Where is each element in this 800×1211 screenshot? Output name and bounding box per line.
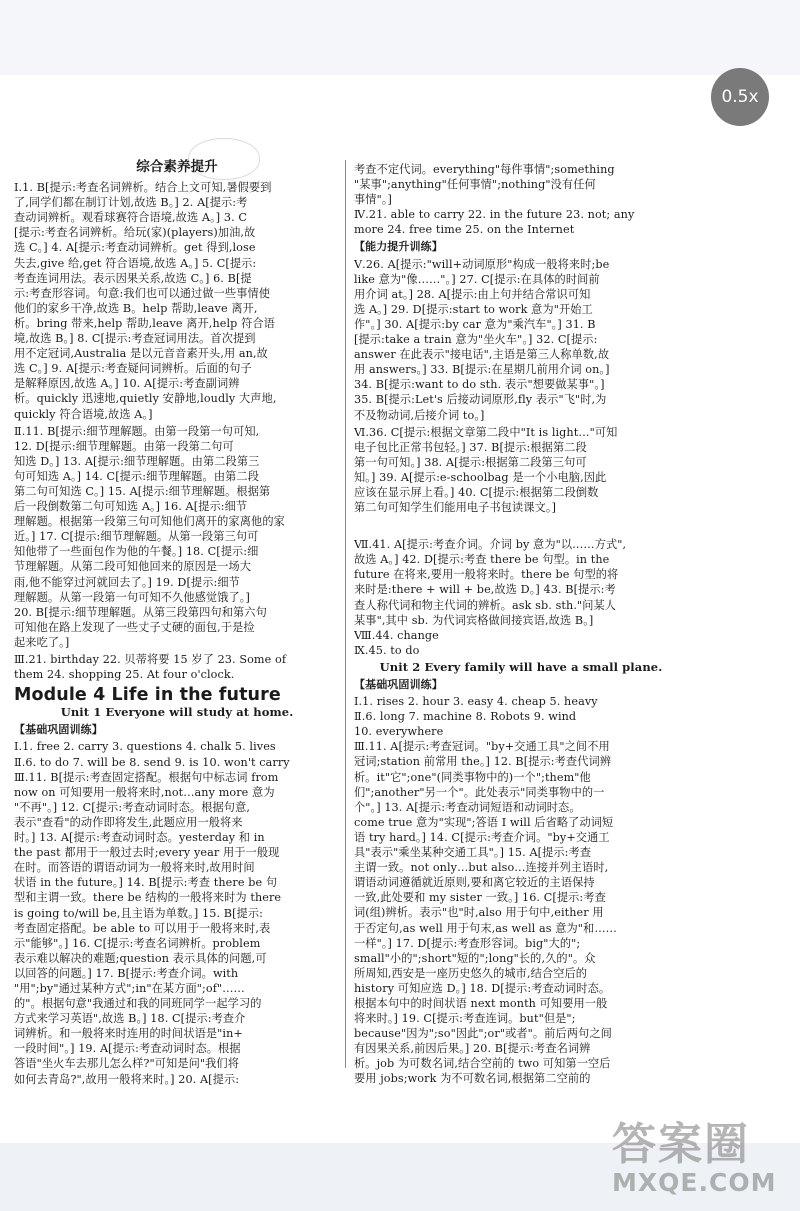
text-line: 如何去青岛?",故用一般将来时。] 20. A[提示: bbox=[14, 1072, 240, 1086]
text-line: 所周知,西安是一座历史悠久的城市,结合空后的 bbox=[354, 966, 588, 980]
text-line: 一段时间"。] 19. A[提示:考查动词时态。根据 bbox=[14, 1042, 241, 1056]
text-line: answer 在此表示"接电话",主语是第三人称单数,故 bbox=[354, 348, 610, 362]
text-line: 选 A。] 29. D[提示:start to work 意为"开始工 bbox=[354, 302, 593, 316]
text-line: 句可知选 A。] 14. C[提示:细节理解题。由第二段 bbox=[14, 469, 259, 483]
text-line: Ⅲ.11. B[提示:考查固定搭配。根据句中标志词 from bbox=[14, 770, 279, 784]
text-line: 故选 A。] 42. D[提示:考查 there be 句型。in the bbox=[354, 553, 610, 567]
text-line: 境,故选 B。] 8. C[提示:考查冠词用法。首次提到 bbox=[14, 332, 256, 346]
text-line: 示"能够"。] 16. C[提示:考查名词辨析。problem bbox=[14, 936, 261, 950]
text-line: 理解题。从第一段第一句可知不久他感觉饿了。] bbox=[14, 590, 250, 604]
text-line: Ⅰ.1. rises 2. hour 3. easy 4. cheap 5. heavy bbox=[354, 695, 598, 709]
text-line: 于否定句,as well 用于句末,as well as 意为"和…… bbox=[354, 921, 617, 935]
text-line: 失去,give 给,get 符合语境,故选 A。] 5. C[提示: bbox=[14, 256, 257, 270]
viewer-top-bar bbox=[0, 0, 800, 75]
text-line: 知他带了一些面包作为他的午餐。] 18. C[提示:细 bbox=[14, 545, 259, 559]
text-line: 查人称代词和物主代词的辨析。ask sb. sth."问某人 bbox=[354, 598, 617, 612]
text-line: history 可知应选 D。] 18. D[提示:考查动词时态。 bbox=[354, 981, 611, 995]
text-line: 用 answers。] 33. B[提示:在星期几前用介词 on。] bbox=[354, 363, 610, 377]
text-line: 10. everywhere bbox=[354, 725, 444, 739]
text-line: small"小的";short"短的";long"长的,久的"。众 bbox=[354, 951, 596, 965]
text-line: "不再"。] 12. C[提示:考查动词时态。根据句意, bbox=[14, 800, 251, 814]
text-line: 方式来学习英语",故选 B。] 18. C[提示:考查介 bbox=[14, 1012, 246, 1026]
text-line: 具"表示"乘坐某种交通工具"。] 15. A[提示:考查 bbox=[354, 846, 592, 860]
column-divider bbox=[345, 160, 346, 1068]
text-line: 来时是:there + will + be,故选 D。] 43. B[提示:考 bbox=[354, 583, 616, 597]
text-line: Ⅱ.6. to do 7. will be 8. send 9. is 10. won't carry bbox=[14, 755, 290, 769]
answer-block-4 bbox=[354, 537, 688, 658]
text-line: 考查不定代词。everything"每件事情";something bbox=[354, 163, 615, 176]
text-line: [提示:take a train 意为"坐火车"。] 32. C[提示: bbox=[354, 333, 598, 347]
text-line: 答语"坐火车去那儿怎么样?"可知是问"我们将 bbox=[14, 1057, 240, 1071]
text-line: 起来吃了。] bbox=[14, 635, 70, 649]
text-line: 根据本句中的时间状语 next month 可知要用一般 bbox=[354, 996, 608, 1010]
text-line: Ⅱ.6. long 7. machine 8. Robots 9. wind bbox=[354, 710, 577, 724]
text-line: 主谓一致。not only…but also…连接并列主语时, bbox=[354, 861, 609, 875]
text-line: 近。] 17. C[提示:细节理解题。从第一段第三句可 bbox=[14, 530, 259, 544]
text-line: 析。bring 带来,help 帮助,leave 离开,help 符合语 bbox=[14, 316, 275, 330]
text-line: them 24. shopping 25. At four o'clock. bbox=[14, 668, 235, 682]
text-line: 在时。而答语的谓语动词为一般将来时,故用时间 bbox=[14, 861, 255, 875]
section-subheading: 【基础巩固训练】 bbox=[354, 678, 443, 691]
text-line: 20. B[提示:细节理解题。从第三段第四句和第六句 bbox=[14, 605, 267, 619]
left-column bbox=[14, 160, 340, 1087]
section-subheading: 【基础巩固训练】 bbox=[14, 723, 103, 737]
text-line: "用";by"通过某种方式";in"在某方面";of"…… bbox=[14, 981, 245, 995]
answer-block-3 bbox=[14, 652, 340, 682]
text-line: 以回答的问题。] 17. B[提示:考查介词。with bbox=[14, 966, 239, 980]
text-line: 表示"查看"的动作即将发生,此题应用一般将来 bbox=[14, 815, 243, 829]
answer-block-1 bbox=[354, 162, 688, 237]
text-line: 后一段倒数第二句可知选 A。] 16. A[提示:细节 bbox=[14, 500, 248, 514]
text-line: because"因为";so"因此";or"或者"。前后两句之间 bbox=[354, 1027, 612, 1041]
text-line: Ⅶ.41. A[提示:考查介词。介词 by 意为"以……方式", bbox=[354, 538, 627, 552]
text-line: 时。] 13. A[提示:考查动词时态。yesterday 和 in bbox=[14, 831, 265, 845]
text-line: 了,同学们都在制订计划,故选 B。] 2. A[提示:考 bbox=[14, 196, 248, 210]
right-column bbox=[354, 162, 688, 1087]
text-line: now on 可知要用一般将来时,not…any more 意为 bbox=[14, 785, 275, 799]
text-line: Ⅰ.1. free 2. carry 3. questions 4. chalk 5. lives bbox=[14, 740, 276, 754]
unit-title: Unit 2 Every family will have a small plane. bbox=[379, 659, 663, 674]
text-line: 雨,他不能穿过河就回去了。] 19. D[提示:细节 bbox=[14, 575, 240, 589]
text-line: future 在将来,要用一般将来时。there be 句型的将 bbox=[354, 568, 619, 582]
text-line: is going to/will be,且主语为单数。] 15. B[提示: bbox=[14, 906, 263, 920]
text-line: 电子包比正常书包轻。] 37. B[提示:根据第二段 bbox=[354, 440, 587, 454]
text-line: Ⅵ.36. C[提示:根据文章第二段中"It is light…"可知 bbox=[354, 425, 618, 439]
text-line: 是解释原因,故选 A。] 10. A[提示:考查副词辨 bbox=[14, 377, 240, 391]
text-line: 一样"。] 17. D[提示:考查形容词。big"大的"; bbox=[354, 936, 581, 950]
text-line: 事情"。] bbox=[354, 193, 392, 207]
text-line: 35. B[提示:Let's 后接动词原形,fly 表示"飞"时,为 bbox=[354, 393, 607, 407]
text-line: 选 C。] 4. A[提示:考查动词辨析。get 得到,lose bbox=[14, 241, 256, 255]
answer-block-5 bbox=[354, 694, 688, 1086]
text-line: 要用 jobs;work 为不可数名词,根据第二空前的 bbox=[354, 1072, 591, 1086]
text-line: 理解题。根据第一段第三句可知他们离开的家离他的家 bbox=[14, 515, 285, 529]
text-line: 析。job 为可数名词,结合空前的 two 可知第一空后 bbox=[354, 1057, 611, 1071]
text-line: 词(组)辨析。表示"也"时,also 用于句中,either 用 bbox=[354, 906, 604, 920]
answer-block-2 bbox=[354, 257, 688, 423]
text-line: 的"。根据句意"我通过和我的同班同学一起学习的 bbox=[14, 997, 262, 1011]
section-subheading: 【能力提升训练】 bbox=[354, 240, 443, 254]
answer-block-4 bbox=[14, 739, 340, 1086]
text-line: 某事",其中 sb. 为代词宾格做间接宾语,故选 B。] bbox=[354, 613, 594, 627]
text-line: 表示难以解决的难题;question 表示具体的问题,可 bbox=[14, 951, 267, 965]
text-line: 谓语动词遵循就近原则,要和离它较近的主语保持 bbox=[354, 876, 595, 890]
text-line: 状语 in the future。] 14. B[提示:考查 there be 句 bbox=[14, 876, 278, 890]
text-line: 有因果关系,前因后果。] 20. B[提示:考查名词辨 bbox=[354, 1042, 591, 1056]
text-line: 语 try hard。] 14. C[提示:考查介词。"by+交通工 bbox=[354, 830, 610, 844]
text-line: 冠词;station 前常用 the。] 12. B[提示:考查代词辨 bbox=[354, 755, 612, 769]
watermark-domain: MXQE.COM bbox=[612, 1168, 777, 1197]
text-line: 他们的家乡干净,故选 B。help 帮助,leave 离开, bbox=[14, 301, 258, 315]
text-line: Ⅲ.21. birthday 22. 贝蒂将要 15 岁了 23. Some of bbox=[14, 653, 287, 666]
site-watermark bbox=[612, 1108, 776, 1197]
text-line: Ⅸ.45. to do bbox=[354, 643, 420, 657]
text-line: 34. B[提示:want to do sth. 表示"想要做某事"。] bbox=[354, 378, 605, 392]
answer-block-1 bbox=[14, 180, 340, 422]
text-line: 不及物动词,后接介词 to。] bbox=[354, 408, 485, 422]
text-line: quickly 符合语境,故选 A。] bbox=[14, 407, 153, 421]
text-line: 可知他在路上发现了一些丈子丈硬的面包,于是捡 bbox=[14, 620, 255, 634]
text-line: Ⅲ.11. A[提示:考查冠词。"by+交通工具"之间不用 bbox=[354, 740, 610, 754]
text-line: 第一句可知。] 38. A[提示:根据第二段第三句可 bbox=[354, 455, 587, 469]
text-line: 析。quickly 迅速地,quietly 安静地,loudly 大声地, bbox=[14, 392, 277, 406]
text-line: 个"。] 13. A[提示:考查动词短语和动词时态。 bbox=[354, 800, 581, 814]
text-line: 12. D[提示:细节理解题。由第一段第二句可 bbox=[14, 439, 234, 453]
text-line: Ⅰ.1. B[提示:考查名词辨析。结合上文可知,暑假要到 bbox=[14, 181, 272, 195]
text-line: the past 都用于一般过去时;every year 用于一般现 bbox=[14, 846, 280, 860]
text-line: 节理解题。从第二段可知他回来的原因是一场大 bbox=[14, 560, 252, 574]
text-line: more 24. free time 25. on the Internet bbox=[354, 223, 575, 237]
text-line: 将来时。] 19. C[提示:考查连词。but"但是"; bbox=[354, 1012, 576, 1026]
text-line: 词辨析。和一般将来时连用的时间状语是"in+ bbox=[14, 1027, 243, 1041]
text-line: Ⅷ.44. change bbox=[354, 628, 439, 642]
watermark-logo: 答案圈 bbox=[612, 1119, 750, 1170]
text-line: "某事";anything"任何事情";nothing"没有任何 bbox=[354, 178, 596, 192]
text-line: 用介词 at。] 28. A[提示:由上句并结合常识可知 bbox=[354, 287, 591, 301]
text-line: Ⅱ.11. B[提示:细节理解题。由第一段第一句可知, bbox=[14, 424, 260, 438]
text-line: like 意为"像……"。] 27. C[提示:在具体的时间前 bbox=[354, 272, 600, 286]
text-line: Ⅴ.26. A[提示:"will+动词原形"构成一般将来时;be bbox=[354, 257, 610, 271]
section-title: 综合素养提升 bbox=[136, 159, 218, 175]
answer-block-2 bbox=[14, 424, 340, 650]
text-line: 用不定冠词,Australia 是以元音音素开头,用 an,故 bbox=[14, 347, 268, 361]
text-line: 示:考查形容词。句意:我们也可以通过做一些事情使 bbox=[14, 286, 271, 300]
text-line: 查动词辨析。观看球赛符合语境,故选 A。] 3. C bbox=[14, 211, 248, 225]
text-line: come true 意为"实现";答语 I will 后省略了动词短 bbox=[354, 815, 614, 829]
text-line: 应该在显示屏上看。] 40. C[提示:根据第二段倒数 bbox=[354, 485, 599, 499]
text-line: 第二句可知选 C。] 15. A[提示:细节理解题。根据第 bbox=[14, 484, 271, 498]
text-line: [提示:考查名词辨析。给玩(家)(players)加油,故 bbox=[14, 226, 256, 240]
text-line: 一致,此处要和 my sister 一致。] 16. C[提示:考查 bbox=[354, 891, 606, 905]
text-line: 析。it"它";one"(同类事物中的)一个";them"他 bbox=[354, 770, 591, 784]
text-line: Ⅳ.21. able to carry 22. in the future 23. not; any bbox=[354, 208, 635, 222]
text-line: 考查固定搭配。be able to 可以用于一般将来时,表 bbox=[14, 921, 271, 935]
answer-block-3 bbox=[354, 425, 688, 516]
playback-speed-button[interactable]: 0.5x bbox=[711, 68, 769, 126]
text-line: 知选 D。] 13. A[提示:细节理解题。由第二段第三 bbox=[14, 454, 260, 468]
text-line: 作"。] 30. A[提示:by car 意为"乘汽车"。] 31. B bbox=[354, 317, 596, 331]
text-line: 知。] 39. A[提示:e-schoolbag 是一个小电脑,因此 bbox=[354, 470, 607, 484]
text-line: 选 C。] 9. A[提示:考查疑问词辨析。后面的句子 bbox=[14, 362, 252, 376]
unit-title: Unit 1 Everyone will study at home. bbox=[60, 705, 294, 720]
module-title: Module 4 Life in the future bbox=[14, 685, 281, 706]
text-line: 第二句可知学生们能用电子书包读课文。] bbox=[354, 501, 557, 515]
text-line: 考查连词用法。表示因果关系,故选 C。] 6. B[提 bbox=[14, 271, 252, 285]
text-line: 们";another"另一个"。此处表示"同类事物中的一 bbox=[354, 785, 605, 799]
text-line: 型和主谓一致。there be 结构的一般将来时为 there bbox=[14, 891, 282, 905]
